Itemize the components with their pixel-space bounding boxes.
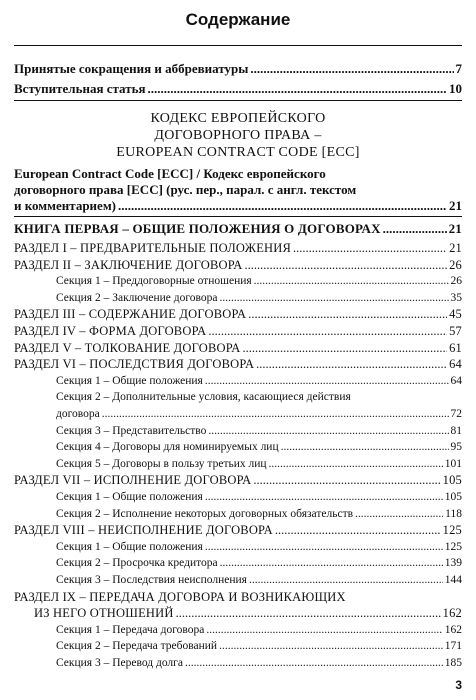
- dot-leader: [293, 240, 447, 256]
- toc-entry-title: РАЗДЕЛ II – ЗАКЛЮЧЕНИЕ ДОГОВОРА: [14, 257, 243, 272]
- toc-entry-page: 81: [450, 424, 462, 437]
- toc-entry-title: РАЗДЕЛ VIII – НЕИСПОЛНЕНИЕ ДОГОВОРА: [14, 523, 273, 538]
- toc-entry-title: Секция 3 – Последствия неисполнения: [56, 574, 247, 586]
- toc-entry-title: КНИГА ПЕРВАЯ – ОБЩИЕ ПОЛОЖЕНИЯ О ДОГОВОРАХ: [14, 221, 381, 236]
- toc-entry-subsection[interactable]: [56, 572, 462, 588]
- toc-entry-page: 162: [442, 606, 462, 621]
- ecc-entry-line-2: договорного права [ECC] (рус. пер., парал. с англ. текстом: [14, 182, 357, 197]
- toc-entry-page: 10: [449, 81, 462, 96]
- toc-entry-title: Секция 1 – Общие положения: [56, 374, 203, 387]
- dot-leader: [256, 356, 447, 372]
- toc-entry-page: 21: [448, 221, 462, 236]
- dot-leader: [176, 605, 441, 621]
- toc-entry-page: 7: [455, 61, 462, 76]
- toc-entry-title: Секция 2 – Исполнение некоторых договорных обязательств: [56, 507, 354, 520]
- dot-leader: [220, 555, 443, 571]
- toc-entry-page: 57: [449, 324, 462, 338]
- page-title: Содержание: [185, 10, 291, 29]
- toc-entry-book-one[interactable]: [14, 221, 462, 237]
- code-heading-line-1: КОДЕКС ЕВРОПЕЙСКОГО: [150, 111, 326, 126]
- dot-leader: [248, 306, 447, 322]
- toc-entry-title: РАЗДЕЛ I – ПРЕДВАРИТЕЛЬНЫЕ ПОЛОЖЕНИЯ: [14, 241, 292, 255]
- toc-entry-page: 72: [450, 408, 462, 420]
- dot-leader: [355, 506, 443, 522]
- toc-entry-subsection[interactable]: [56, 655, 462, 671]
- dot-leader: [206, 622, 442, 638]
- toc-entry-section[interactable]: [14, 240, 462, 256]
- toc-entry-abbreviations[interactable]: [14, 61, 462, 77]
- toc-entry-page: 185: [444, 657, 462, 669]
- toc-entry-subsection[interactable]: [56, 406, 462, 422]
- toc-entry-section[interactable]: [14, 257, 462, 273]
- page-number: 3: [455, 678, 462, 692]
- toc-entry-subsection[interactable]: [56, 489, 462, 505]
- toc-entry-page: 105: [442, 473, 462, 488]
- toc-entry-page: 101: [444, 457, 462, 470]
- toc-entry-section[interactable]: [14, 472, 462, 488]
- toc-entry-page: 35: [450, 291, 462, 304]
- toc-entry-page: 45: [449, 307, 462, 322]
- code-heading-line-3: EUROPEAN CONTRACT CODE [ECC]: [116, 145, 360, 160]
- toc-entry-title: Секция 1 – Общие положения: [56, 540, 203, 553]
- dot-leader: [250, 61, 453, 77]
- dot-leader: [208, 323, 447, 339]
- toc-entry-section[interactable]: [14, 323, 462, 339]
- toc-entry-section[interactable]: [14, 522, 462, 538]
- code-heading-line-2: ДОГОВОРНОГО ПРАВА –: [154, 128, 322, 143]
- dot-leader: [244, 257, 447, 273]
- top-divider: [14, 45, 462, 46]
- toc-entry-subsection[interactable]: [56, 506, 462, 522]
- dot-leader: [253, 472, 440, 488]
- ecc-entry-line-1: European Contract Code [ECC] / Кодекс европейского: [14, 166, 326, 181]
- toc-entry-title: Секция 3 – Представительство: [56, 424, 207, 437]
- toc-entry-page: 21: [449, 241, 462, 255]
- toc-entry-page: 105: [444, 491, 462, 503]
- toc-entry-title: Секция 2 – Просрочка кредитора: [56, 557, 218, 570]
- dot-leader: [219, 638, 443, 654]
- toc-entry-title: Вступительная статья: [14, 81, 146, 96]
- dot-leader: [269, 456, 443, 472]
- toc-entry-section[interactable]: [14, 340, 462, 356]
- toc-entry-subsection[interactable]: [56, 456, 462, 472]
- dot-leader: [205, 373, 449, 389]
- dot-leader: [205, 539, 443, 555]
- dot-leader: [205, 489, 443, 505]
- dot-leader: [185, 655, 443, 671]
- toc-entry-section[interactable]: [34, 605, 462, 621]
- toc-entry-page: 64: [449, 357, 462, 372]
- toc-entry-title: Секция 5 – Договоры в пользу третьих лиц: [56, 457, 267, 470]
- toc-entry-page: 171: [444, 640, 462, 653]
- toc-entry-subsection[interactable]: [56, 389, 462, 405]
- toc-entry-title: РАЗДЕЛ III – СОДЕРЖАНИЕ ДОГОВОРА: [14, 307, 247, 322]
- toc-entry-title: Секция 4 – Договоры для номинируемых лиц: [56, 441, 279, 454]
- toc-entry-title: Секция 2 – Заключение договора: [56, 291, 218, 304]
- toc-entry-subsection[interactable]: [56, 638, 462, 654]
- dot-leader: [254, 273, 449, 289]
- toc-entry-title: Принятые сокращения и аббревиатуры: [14, 61, 249, 76]
- toc-entry-title: РАЗДЕЛ IX – ПЕРЕДАЧА ДОГОВОРА И ВОЗНИКАЮЩИХ: [14, 589, 346, 604]
- toc-entry-subsection[interactable]: [56, 423, 462, 439]
- toc-entry-subsection[interactable]: [56, 555, 462, 571]
- toc-entry-title: РАЗДЕЛ V – ТОЛКОВАНИЕ ДОГОВОРА: [14, 340, 241, 355]
- toc-entry-title: Секция 3 – Перевод долга: [56, 657, 183, 669]
- toc-entry-page: 125: [442, 523, 462, 538]
- toc-entry-page: 144: [444, 574, 462, 586]
- toc-entry-section[interactable]: [14, 306, 462, 322]
- toc-entry-ecc[interactable]: [14, 198, 462, 214]
- toc-entry-page: 61: [449, 340, 462, 355]
- toc-entry-page: 118: [445, 507, 462, 520]
- dot-leader: [281, 439, 449, 455]
- toc-entry-page: 162: [444, 623, 462, 636]
- toc-entry-subsection[interactable]: [56, 273, 462, 289]
- toc-entry-title: РАЗДЕЛ IV – ФОРМА ДОГОВОРА: [14, 324, 207, 338]
- toc-entry-page: 139: [444, 557, 462, 570]
- dot-leader: [148, 81, 447, 97]
- toc-entry-page: 26: [449, 257, 462, 272]
- dot-leader: [208, 423, 448, 439]
- toc-entry-title: и комментарием): [14, 198, 117, 213]
- toc-entry-title: Секция 2 – Дополнительные условия, касающиеся действия: [56, 391, 351, 404]
- toc-entry-section[interactable]: [14, 589, 462, 605]
- dot-leader: [219, 290, 448, 306]
- toc-entry-section[interactable]: [14, 356, 462, 372]
- toc-entry-page: 95: [450, 441, 462, 454]
- dot-leader: [275, 522, 441, 538]
- section-divider: [14, 216, 462, 217]
- dot-leader: [249, 572, 443, 588]
- toc-entry-title: Секция 1 – Преддоговорные отношения: [56, 275, 252, 288]
- toc-entry-title: Секция 2 – Передача требований: [56, 640, 218, 653]
- toc-entry-title: Секция 1 – Общие положения: [56, 491, 203, 503]
- dot-leader: [118, 198, 447, 214]
- toc-entry-page: 26: [450, 275, 462, 288]
- toc-entry-page: 125: [444, 540, 462, 553]
- section-divider: [14, 100, 462, 101]
- toc-entry-title: Секция 1 – Передача договора: [56, 623, 205, 636]
- toc-entry-title: договора: [56, 408, 100, 420]
- toc-entry-page: 64: [450, 374, 462, 387]
- dot-leader: [243, 340, 448, 356]
- dot-leader: [383, 221, 447, 237]
- toc-entry-title: РАЗДЕЛ VII – ИСПОЛНЕНИЕ ДОГОВОРА: [14, 473, 252, 488]
- toc-entry-subsection[interactable]: [56, 539, 462, 555]
- toc-entry-page: 21: [449, 198, 462, 213]
- toc-entry-subsection[interactable]: [56, 373, 462, 389]
- dot-leader: [102, 406, 449, 422]
- toc-entry-title: ИЗ НЕГО ОТНОШЕНИЙ: [34, 606, 174, 621]
- toc-entry-title: РАЗДЕЛ VI – ПОСЛЕДСТВИЯ ДОГОВОРА: [14, 357, 255, 372]
- toc-entry-subsection[interactable]: [56, 439, 462, 455]
- toc-entry-subsection[interactable]: [56, 622, 462, 638]
- toc-entry-subsection[interactable]: [56, 290, 462, 306]
- toc-entry-intro[interactable]: [14, 81, 462, 97]
